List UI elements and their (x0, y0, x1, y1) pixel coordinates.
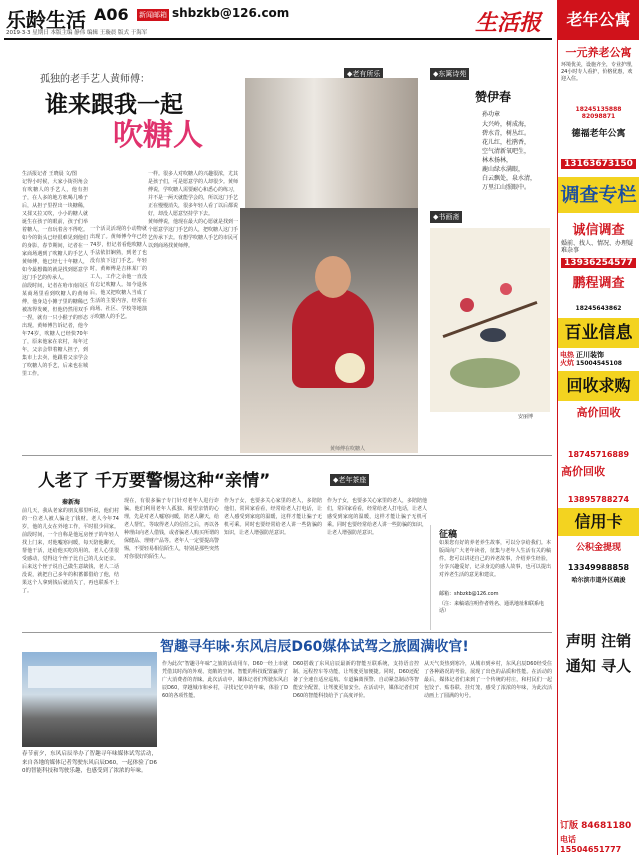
gaojia-title: 高价回收 (576, 406, 621, 419)
phone-label: 电话 (560, 835, 576, 844)
leaves (450, 358, 520, 388)
article2-column-2: 现在，有很多骗子专门针对老年人进行诈骗。他们利用老年人孤独、渴望亲情的心理，先是对老人嘘寒问暖，陪老人聊天，给老人帮忙，等取得老人的信任之后，再以各种理由向老人借钱，或者骗老人购买所谓的保健品、理财产品等。老年人一定要提高警惕，不要轻易相信陌生人，特别是那些突然对你很好的陌生人。 (124, 498, 219, 560)
pengcheng-phone[interactable]: 18245643862 (575, 305, 622, 312)
chengxin-phone[interactable]: 13936254577 (561, 258, 636, 268)
page-number: A06 (94, 5, 129, 24)
zhengchuan-block (576, 350, 622, 367)
gongsi-title: 公积金提现 (575, 543, 621, 553)
paper-logo: 生活报 (475, 10, 542, 36)
laonian-phone[interactable]: 18245135888 82098871 (575, 106, 622, 120)
banner (28, 666, 151, 688)
article2-column-3: 作为子女，也要多关心家里的老人，多陪陪他们，常回家看看，经常给老人打电话，让老人感受到家庭的温暖，这样才能让骗子无机可乘。同时也要经常给老人讲一些防骗的知识，让老人增强防范意识。 (224, 498, 322, 536)
flower-1 (460, 298, 474, 312)
call-for-papers-contact[interactable]: 邮箱：shbzkb@126.com (439, 591, 499, 597)
section-tag-shuhuazhai: ◆书画斋 (430, 211, 462, 223)
article3-caption: 春节前夕，东风启辰举办了智趣寻年味媒体试驾活动，来自各地的媒体记者驾驶东风启辰D60，一起体验了D60的智能科技和驾驶乐趣，也感受到了浓浓的年味。 (22, 751, 157, 774)
article1-column-1: 生活报记者 王晓晨 文/图 记得小时候，大家小街拐角会有吹糖人的手艺人，他有担子，在人多的地方吆喝几嗓子后，从担子里捏出一块糖稀，又揉又拉又吹，小小的糖人就诞生在孩子的眼前，孩子们举着糖人，一直玩着舍不得吃。如今的街头已经很难见到他们的身影，春节期间，记者在一家商场遇到了吹糖人的手艺人黄师傅，他已经七十年糖人，如今最想做的就是找到愿意学这门手艺的传承人。 前段时间，记者在哈市南岗区某商场里看到吹糖人的黄师傅，他身边小摊子里的糖稀已被冻得发硬，但他仍然用双手一捏，就有一只小猴子的形态出现。黄师傅告诉记者，他今年74岁，吹糖人已经快70年了，原来他家在农村，每年过年，父亲会带着糖人担子，到集市上去卖，他跟着父亲学会了吹糖人的手艺，后来也在城里工作。 (22, 171, 88, 377)
gaojia-phone[interactable]: 18745716889 (567, 450, 630, 459)
gongsi-phone[interactable]: 13349988858 (567, 563, 630, 572)
article2-headline: 人老了 千万要警惕这种“亲情” (38, 471, 271, 491)
xinyong-title: 信用卡 (558, 508, 639, 536)
article1-column-3: 一样。很多人对吹糖人的兴趣很浓，尤其是孩子们，可是愿意学的人却很少。黄师傅说，学吹糖人需要耐心和悉心的练习，并不是一两天就能学会的，所以这门手艺正在慢慢消失，很多年轻人看了以后都说好，却没人愿意坚持学下去。 黄师傅说，他现在最大的心愿就是找到一个愿意学这门手艺的人，把吹糖人这门手艺传承下去。有想学吹糖人手艺的市民可以到商场找黄师傅。 (148, 171, 238, 249)
flower-2 (500, 283, 512, 295)
call-for-papers-box (430, 525, 553, 630)
group-photo (22, 652, 157, 747)
tongzhi-title: 通知 寻人 (565, 657, 632, 675)
zhengchuan-label: 正川装饰 (576, 351, 604, 359)
pengcheng-title: 鹏程调查 (572, 276, 625, 291)
zhengchuan-phone[interactable]: 15004545108 (576, 360, 622, 367)
article3-headline: 智趣寻年味·东风启辰D60媒体试驾之旅圆满收官! (160, 639, 469, 655)
article3-column-3: 从天气炎热到寒冷，从城市到乡村，东风启辰D60经受住了各种路况的考验，展现了出色的品质和性能。在活动的最后，媒体记者们来到了一个传统的村庄，和村民们一起包饺子、贴春联、挂灯笼，感受了浓浓的年味，为此次活动画上了圆满的句号。 (424, 661, 552, 699)
section-tag-laonianchazuo: ◆老年茶座 (330, 474, 369, 486)
article2-author: 秦新海 (62, 499, 81, 506)
article1-kicker: 孤独的老手艺人黄师傅： (40, 74, 150, 85)
candy-man-photo (240, 208, 418, 453)
diaocha-title: 调查专栏 (558, 177, 639, 213)
zhengchuan-row (558, 348, 639, 369)
haerbin-label: 哈尔滨市道外区疏浚 (571, 577, 626, 584)
gaojia2-title: 高价回收 (561, 465, 605, 478)
article2-column-1: 前几天，我从老家的朋友那里听说，他们村的一位老人被人骗走了钱财。老人今年74岁，他的儿女在外地工作，平时很少回家。前段时间，一个自称是他远房侄子的年轻人找上门来，对他嘘寒问暖，每天陪他聊天，帮他干活，还给他买吃的用的。老人心里很受感动，觉得这个侄子比自己的儿女还亲。后来这个侄子说自己做生意缺钱，老人二话没说，就把自己多年的积蓄都借给了他，结果这个人拿到钱后就消失了，再也联系不上了。 (22, 508, 119, 594)
photo-caption: 黄师傅在吹糖人 (330, 446, 366, 452)
article3-rule (22, 632, 552, 633)
shengming-title: 声明 注销 (565, 632, 632, 650)
masthead (0, 0, 640, 42)
article1-headline: 谁来跟我一起 (45, 92, 183, 118)
candy-figure-photo-strip (245, 78, 418, 208)
article1-column-2: 一个活灵活现的小动物就出现了。黄师傅今年已经74岁，但记者看他吹糖人手法依旧娴熟，到老了也没有放下这门手艺。年轻时，黄师傅是吉林某厂的工人，工作之余他一直没有忘记吹糖人。如今退休后，他又把吹糖人当成了生活的主要内容，经常在商场、社区、学校等地演示吹糖人的手艺。 (90, 226, 147, 320)
call-for-papers-title: 征稿 (439, 530, 458, 540)
laonian-text: 环境优美，设施齐全，专业护理，24小时专人看护，价格优惠，欢迎入住。 (561, 62, 637, 82)
candy-figure (335, 353, 365, 383)
order-line-2[interactable] (560, 834, 638, 854)
bird-painting (430, 228, 550, 412)
poem-title: 赞伊春 (475, 90, 512, 104)
poem-author: 孙功章 (482, 111, 501, 118)
order-line-1[interactable] (560, 818, 638, 831)
gaojia2-phone[interactable]: 13895788274 (567, 495, 630, 504)
chengxin-sub: 婚前、找人、情况、办理疑难杂事 (561, 240, 634, 254)
bird (480, 328, 506, 342)
chengxin-title: 诚信调查 (572, 223, 625, 238)
mail-badge: 新闻邮箱 (139, 11, 167, 19)
section-tag-dongli: ◆东篱诗苑 (430, 68, 469, 80)
call-for-papers-address: （注：来稿请注明作者姓名、通讯地址和联系电话） (439, 601, 545, 614)
diandong-label: 电热 (560, 350, 574, 359)
order-phone-2: 15504651777 (560, 845, 622, 854)
huishou-title: 回收求购 (558, 371, 639, 401)
dehe-title: 德福老年公寓 (571, 129, 626, 139)
dehe-phone[interactable]: 13163673150 (561, 159, 636, 169)
painting-credit: 安丽博 (518, 414, 534, 420)
section-tag-laoyousuole: ◆老有所乐 (344, 68, 383, 80)
dateline: 2019·3·3 星期日 本版主编 静伟 编辑 王璇晨 版式 于海军 (6, 30, 148, 36)
huolong-label: 火炕 (560, 358, 574, 367)
ads-column (557, 0, 639, 855)
laonian-sub: 一元养老公寓 (565, 46, 632, 59)
article1-headline-2: 吹糖人 (113, 118, 203, 153)
diandong-huolong (560, 351, 574, 367)
article3-column-1: 作为此次“智趣寻年味”之旅的活动用车，D60一经上市就凭借其时尚的外观、宽敞的空间、智能的科技配置赢得了广大消费者的青睐。此次活动中，媒体记者们驾驶东风启辰D60，穿越城市和乡村，寻找记忆中的年味，体验了D60的各项性能。 (162, 661, 288, 699)
article3-column-2: D60搭载了东风启辰最新的智能互联系统，支持语音控制、远程控车等功能，让驾驶更加便捷。同时，D60还配备了全速自适应巡航、车道偏离预警、自动紧急制动等智能安全配置，让驾驶更加安全。在活动中，媒体记者们对D60的智能科技给予了高度评价。 (293, 661, 419, 699)
section-title: 乐龄生活 (6, 8, 86, 32)
article2-rule (22, 455, 552, 456)
article2-column-4: 作为子女，也要多关心家里的老人，多陪陪他们，常回家看看，经常给老人打电话，让老人感受到家庭的温暖，这样才能让骗子无机可乘。同时也要经常给老人讲一些防骗的知识，让老人增强防范意识。 (327, 498, 427, 536)
poem-body: 大兴岭，树成海， 碧水青，树丛红。 花儿红，杜鹃香， 空气清新氧吧生， 林木扬林， 鹿山绿水满眼， 白云飘处，泉水清， 万里江山照眼中。 (482, 121, 537, 191)
email-address[interactable]: shbzkb@126.com (172, 6, 290, 20)
baiye-title: 百业信息 (558, 318, 639, 348)
laonian-title: 老年公寓 (558, 0, 639, 40)
order-phone: 84681180 (581, 821, 632, 831)
masthead-rule (4, 38, 552, 40)
order-label: 订版 (560, 821, 579, 831)
face (315, 256, 351, 298)
call-for-papers-text: 如果您有好的养老养生故事，可以分享给我们。本版面向广大老年读者，征集与老年人生活有关的稿件。您可以讲述自己的养老故事，介绍养生经验，分享兴趣爱好，记录身边的感人故事，也可以提出对养老生活的意见和建议。 (439, 540, 551, 578)
